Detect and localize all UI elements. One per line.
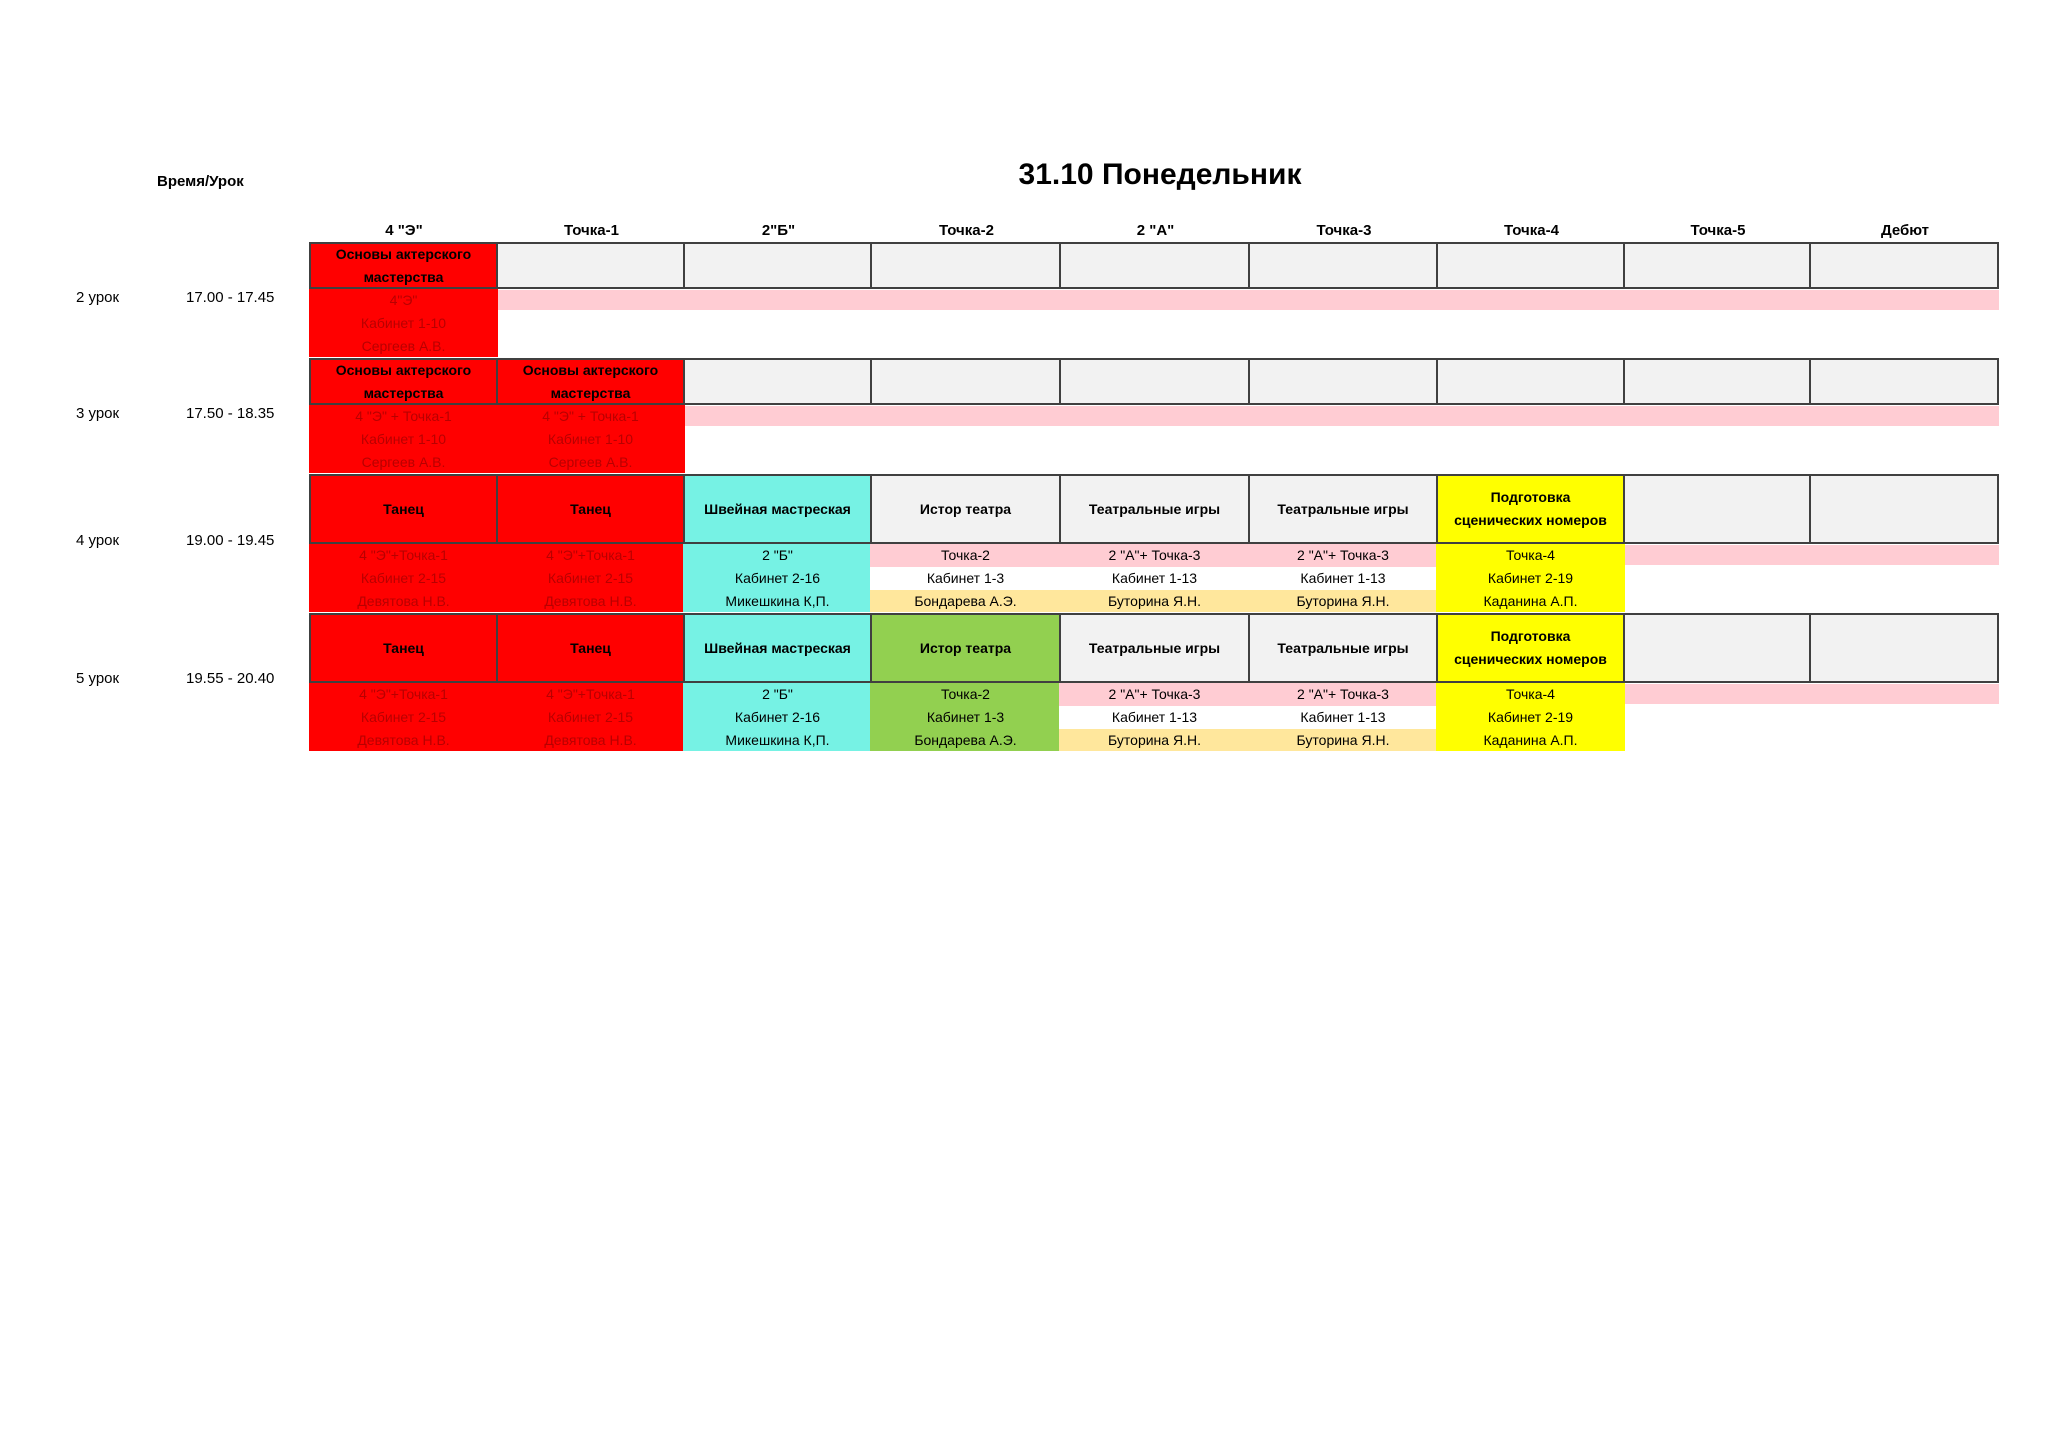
empty-subject-cell[interactable] — [1059, 358, 1250, 405]
lesson-label: 4 урок — [76, 532, 120, 549]
room-info: Кабинет 2-19 — [1436, 567, 1625, 590]
room-info: Кабинет 2-16 — [683, 706, 872, 729]
lesson-label: 5 урок — [76, 670, 120, 687]
empty-subject-cell[interactable] — [1623, 358, 1811, 405]
room-info: Кабинет 1-10 — [309, 428, 498, 451]
lesson-label: 2 урок — [76, 289, 120, 306]
teacher-info: Микешкина К,П. — [683, 729, 872, 751]
teacher-info: Сергеев А.В. — [496, 451, 685, 473]
room-info: Кабинет 1-13 — [1059, 706, 1250, 729]
room-info: Кабинет 2-19 — [1436, 706, 1625, 729]
empty-subject-cell[interactable] — [683, 358, 872, 405]
empty-subject-cell[interactable] — [1809, 242, 1999, 289]
column-header: Точка-4 — [1504, 222, 1559, 239]
empty-subject-cell[interactable] — [1623, 474, 1811, 544]
room-info: Кабинет 1-13 — [1248, 706, 1438, 729]
empty-subject-cell[interactable] — [1623, 613, 1811, 683]
lesson-label: 3 урок — [76, 405, 120, 422]
empty-subject-cell[interactable] — [683, 242, 872, 289]
teacher-info: Каданина А.П. — [1436, 729, 1625, 751]
group-info: 2 "Б" — [683, 544, 872, 567]
column-header: Точка-2 — [939, 222, 994, 239]
subject-cell[interactable]: Истор театра — [870, 474, 1061, 544]
teacher-info: Бондарева А.Э. — [870, 590, 1061, 612]
empty-subject-cell[interactable] — [1809, 474, 1999, 544]
subject-cell[interactable]: Швейная мастреская — [683, 474, 872, 544]
empty-subject-cell[interactable] — [496, 242, 685, 289]
teacher-info: Девятова Н.В. — [496, 729, 685, 751]
group-info: 4 "Э"+Точка-1 — [496, 544, 685, 567]
room-info: Кабинет 2-16 — [683, 567, 872, 590]
column-header: Дебют — [1880, 222, 1930, 239]
teacher-info: Девятова Н.В. — [496, 590, 685, 612]
room-info: Кабинет 2-15 — [496, 706, 685, 729]
group-info: 4 "Э"+Точка-1 — [309, 683, 498, 706]
subject-cell[interactable]: Танец — [309, 474, 498, 544]
group-info: 4"Э" — [309, 289, 498, 312]
subject-cell[interactable]: Танец — [496, 613, 685, 683]
teacher-info: Девятова Н.В. — [309, 590, 498, 612]
empty-row-band — [1625, 545, 1999, 565]
empty-subject-cell[interactable] — [1436, 242, 1625, 289]
group-info: 2 "Б" — [683, 683, 872, 706]
empty-subject-cell[interactable] — [1436, 358, 1625, 405]
lesson-time: 19.00 - 19.45 — [186, 532, 275, 549]
teacher-info: Буторина Я.Н. — [1248, 729, 1438, 751]
group-info: 2 "А"+ Точка-3 — [1059, 544, 1250, 567]
empty-row-band — [685, 406, 1999, 426]
empty-subject-cell[interactable] — [1248, 358, 1438, 405]
subject-cell[interactable]: Театральные игры — [1248, 613, 1438, 683]
subject-cell[interactable]: Театральные игры — [1248, 474, 1438, 544]
empty-subject-cell[interactable] — [870, 242, 1061, 289]
column-header: 4 "Э" — [385, 222, 423, 239]
empty-subject-cell[interactable] — [1809, 358, 1999, 405]
subject-cell[interactable]: Подготовка сценических номеров — [1436, 474, 1625, 544]
empty-subject-cell[interactable] — [1248, 242, 1438, 289]
subject-cell[interactable]: Танец — [496, 474, 685, 544]
lesson-time: 19.55 - 20.40 — [186, 670, 275, 687]
subject-cell[interactable]: Танец — [309, 613, 498, 683]
room-info: Кабинет 1-13 — [1248, 567, 1438, 590]
subject-cell[interactable]: Основы актерского мастерства — [496, 358, 685, 405]
group-info: 4 "Э"+Точка-1 — [496, 683, 685, 706]
subject-cell[interactable]: Театральные игры — [1059, 474, 1250, 544]
room-info: Кабинет 2-15 — [309, 567, 498, 590]
page-title: 31.10 Понедельник — [1018, 158, 1302, 191]
group-info: 4 "Э" + Точка-1 — [496, 405, 685, 428]
empty-row-band — [1625, 684, 1999, 704]
empty-row-band — [498, 290, 1999, 310]
teacher-info: Буторина Я.Н. — [1059, 590, 1250, 612]
empty-subject-cell[interactable] — [870, 358, 1061, 405]
room-info: Кабинет 2-15 — [309, 706, 498, 729]
teacher-info: Буторина Я.Н. — [1248, 590, 1438, 612]
group-info: 4 "Э" + Точка-1 — [309, 405, 498, 428]
group-info: Точка-4 — [1436, 544, 1625, 567]
subject-cell[interactable]: Швейная мастреская — [683, 613, 872, 683]
room-info: Кабинет 1-10 — [309, 312, 498, 335]
group-info: 2 "А"+ Точка-3 — [1248, 683, 1438, 706]
subject-cell[interactable]: Театральные игры — [1059, 613, 1250, 683]
empty-subject-cell[interactable] — [1809, 613, 1999, 683]
lesson-time: 17.00 - 17.45 — [186, 289, 275, 306]
teacher-info: Буторина Я.Н. — [1059, 729, 1250, 751]
subject-cell[interactable]: Основы актерского мастерства — [309, 242, 498, 289]
group-info: 2 "А"+ Точка-3 — [1248, 544, 1438, 567]
column-header: Точка-5 — [1690, 222, 1746, 239]
subject-cell[interactable]: Подготовка сценических номеров — [1436, 613, 1625, 683]
group-info: 4 "Э"+Точка-1 — [309, 544, 498, 567]
column-header: 2 "А" — [1136, 222, 1175, 239]
column-header: Точка-3 — [1316, 222, 1372, 239]
room-info: Кабинет 1-10 — [496, 428, 685, 451]
group-info: 2 "А"+ Точка-3 — [1059, 683, 1250, 706]
group-info: Точка-4 — [1436, 683, 1625, 706]
time-lesson-header: Время/Урок — [157, 173, 244, 190]
lesson-time: 17.50 - 18.35 — [186, 405, 275, 422]
teacher-info: Сергеев А.В. — [309, 451, 498, 473]
teacher-info: Микешкина К,П. — [683, 590, 872, 612]
empty-subject-cell[interactable] — [1623, 242, 1811, 289]
subject-cell[interactable]: Истор театра — [870, 613, 1061, 683]
teacher-info: Бондарева А.Э. — [870, 729, 1061, 751]
teacher-info: Каданина А.П. — [1436, 590, 1625, 612]
teacher-info: Сергеев А.В. — [309, 335, 498, 357]
room-info: Кабинет 1-3 — [870, 706, 1061, 729]
group-info: Точка-2 — [870, 544, 1061, 567]
column-header: 2"Б" — [761, 222, 796, 239]
subject-cell[interactable]: Основы актерского мастерства — [309, 358, 498, 405]
room-info: Кабинет 2-15 — [496, 567, 685, 590]
group-info: Точка-2 — [870, 683, 1061, 706]
empty-subject-cell[interactable] — [1059, 242, 1250, 289]
room-info: Кабинет 1-13 — [1059, 567, 1250, 590]
teacher-info: Девятова Н.В. — [309, 729, 498, 751]
room-info: Кабинет 1-3 — [870, 567, 1061, 590]
column-header: Точка-1 — [564, 222, 619, 239]
